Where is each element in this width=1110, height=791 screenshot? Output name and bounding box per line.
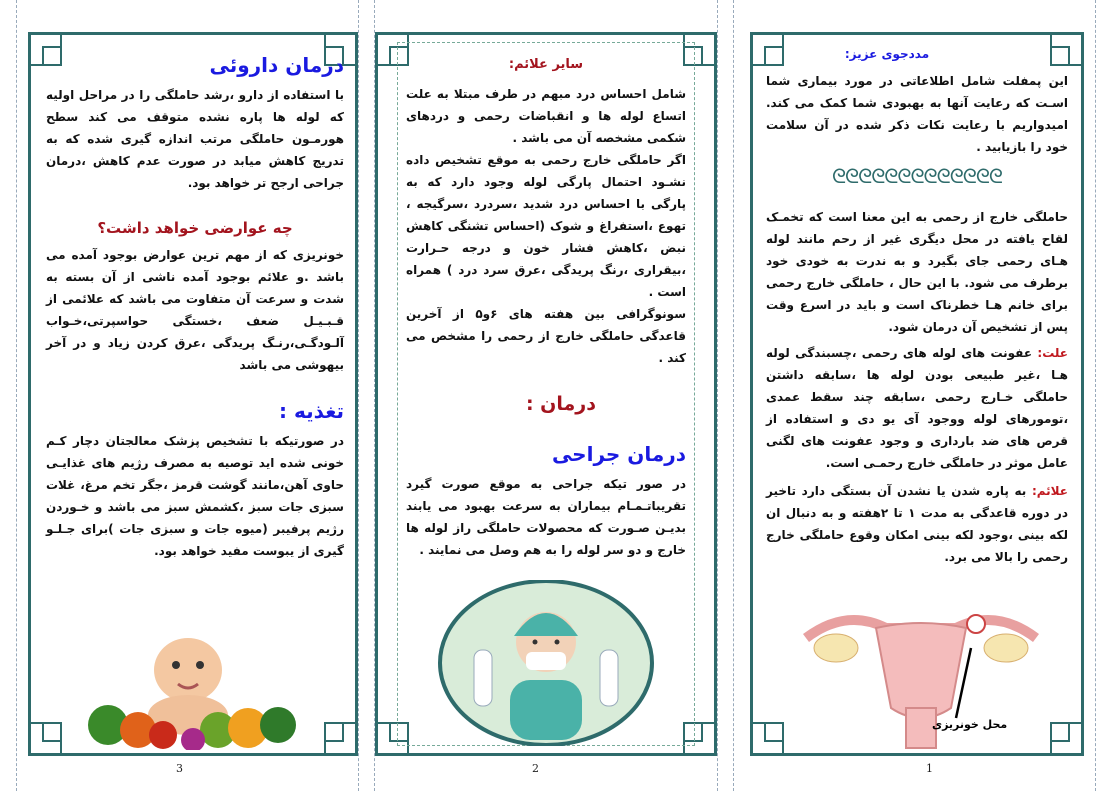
fold-line <box>16 0 17 791</box>
drug-treatment-text: با استفاده از دارو ،رشد حاملگی را در مراحل اولیه که لوله ها پاره نشده متوقف می کند سطح هورمـون حاملگی مرتب اندازه گیری شده که به تدریج کاهش میابد در صورت عدم کاهش ،درمان جراحی ارجح تر خواهد بود. <box>46 88 344 190</box>
surgery-title: درمان جراحی <box>551 442 686 466</box>
signs-paragraph <box>766 480 1068 568</box>
bleeding-site-label: محل خونریزی <box>932 718 1008 731</box>
fold-line <box>358 0 359 791</box>
definition-text: حاملگی خارج از رحمی به این معنا است که تخمـک لقاح یافته در محل دیگری غیر از رحم مانند لوله هـای رحمی جای بگیرد و به ندرت به خودی خود برطرف می شود. با این حال ، حاملگی خارج رحمی برای خانم هـا خطرناک است و باید در اسرع وقت پس از تشخیص آن درمان شود. <box>766 210 1068 334</box>
panel-page-2 <box>375 32 717 756</box>
surgeon-illustration <box>438 580 654 746</box>
other-symptoms-text: شامل احساس درد مبهم در طرف مبتلا به علت اتساع لوله ها و انقباضات رحمی و دردهای شکمی مشخصه آن می باشد . <box>406 87 686 145</box>
cause-label: علت: <box>1037 346 1068 360</box>
fold-line <box>717 0 718 791</box>
complications-title: چه عوارضی خواهد داشت؟ <box>97 219 293 237</box>
nutrition-title: تغذیه : <box>279 399 344 423</box>
intro-text: این پمفلت شامل اطلاعاتی در مورد بیماری شما اسـت که رعایت آنها به بهبودی شما کمک می کند. امیدواریم با رعایت نکات ذکر شده در آن سلامت خود را بازیابید . <box>766 74 1068 154</box>
greeting: مددجوی عزیز: <box>844 47 930 61</box>
treatment-title: درمان : <box>525 393 596 415</box>
ultrasound-text: سونوگرافی بین هفته های ۶و۵ از آخرین قاعدگی حاملگی خارج از رحمی را مشخص می کند . <box>406 307 686 365</box>
signs-label: علائم: <box>1031 484 1068 498</box>
cause-paragraph <box>766 342 1068 474</box>
nutrition-text: در صورتیکه با تشخیص پزشک معالجتان دچار کـم خونی شده اید توصیه به مصرف رژیم های غذایـی حاوی آهن،مانند گوشت قرمز ،جگر تخم مرغ، غلات سبزی جات سبز ،کشمش سبز می باشد و خـوردن رژیم پرفیبر (میوه جات و سبزی جات )برای جـلـو گیری از یبوست مفید خواهد بود. <box>46 434 344 558</box>
panel-page-3 <box>28 32 358 756</box>
fold-line <box>1095 0 1096 791</box>
panel-page-1 <box>750 32 1084 756</box>
signs-text: به پاره شدن یا نشدن آن بستگی دارد تاخیر در دوره قاعدگی به مدت ۱ تا ۲هفته و به دنبال ان لکه بینی ،وجود لکه بینی امکان وقوع حاملگی خارج رحمی را بالا می برد. <box>766 484 1068 564</box>
page-number: 3 <box>176 762 183 775</box>
cause-text: عفونت های لوله های رحمی ،چسبندگی لوله هـا ،غیر طبیعی بودن لوله ها ،سابقه داشتن حاملگی خـارج رحمی ،سابقه چند سقط عمدی ،تومورهای لوله ووجود آی یو دی و استفاده از قرص های ضد بارداری و وجود عفونت های لگنی عامل موثر در حاملگی خارج رحمـی است. <box>766 346 1068 470</box>
uterus-diagram <box>776 588 1066 752</box>
surgery-text: در صور تیکه جراحی به موقع صورت گیرد تقریباتـمـام بیماران به سرعت بهبود می یابند بدیـن صـورت که محصولات حاملگی راز لوله ها خارج و دو سر لوله را به هم وصل می نمایند . <box>406 477 686 557</box>
fold-line <box>733 0 734 791</box>
page-number: 2 <box>532 762 539 775</box>
other-symptoms-title: سایر علائم: <box>508 57 584 72</box>
drug-treatment-title: درمان داروئی <box>209 53 344 77</box>
page-number: 1 <box>926 762 933 775</box>
baby-vegetables-image <box>78 610 303 750</box>
complications-text: خونریزی که از مهم ترین عوارض بوجود آمده می باشد .و علائم بوجود آمده ناشی از آن بسته به شدت و سرعت آن متفاوت می باشد که علائمی از قـبـیـل ضعف ،خستگی حواسپرتی،خـواب آلـودگـی،رنـگ پریدگی ،عرق کردن زیاد و در آخر بیهوشی می باشد <box>46 248 344 372</box>
decorative-divider: ᘓᘓᘓᘓᘓᘓᘓᘓᘓᘓᘓᘓᘓ <box>831 164 1003 188</box>
rupture-text: اگر حاملگی خارج رحمی به موقع تشخیص داده نشـود احتمال پارگی لوله وجود دارد که به پارگی با احساس درد شدید ،سردرد ،سرگیجه ، تهوع ،استفراغ و شوک (احساس تشنگی کاهش نبض ،کاهش فشار خون و درجه حـرارت ،بیقراری ،رنگ پریدگی ،عرق سرد درد ) همراه است . <box>406 153 686 299</box>
